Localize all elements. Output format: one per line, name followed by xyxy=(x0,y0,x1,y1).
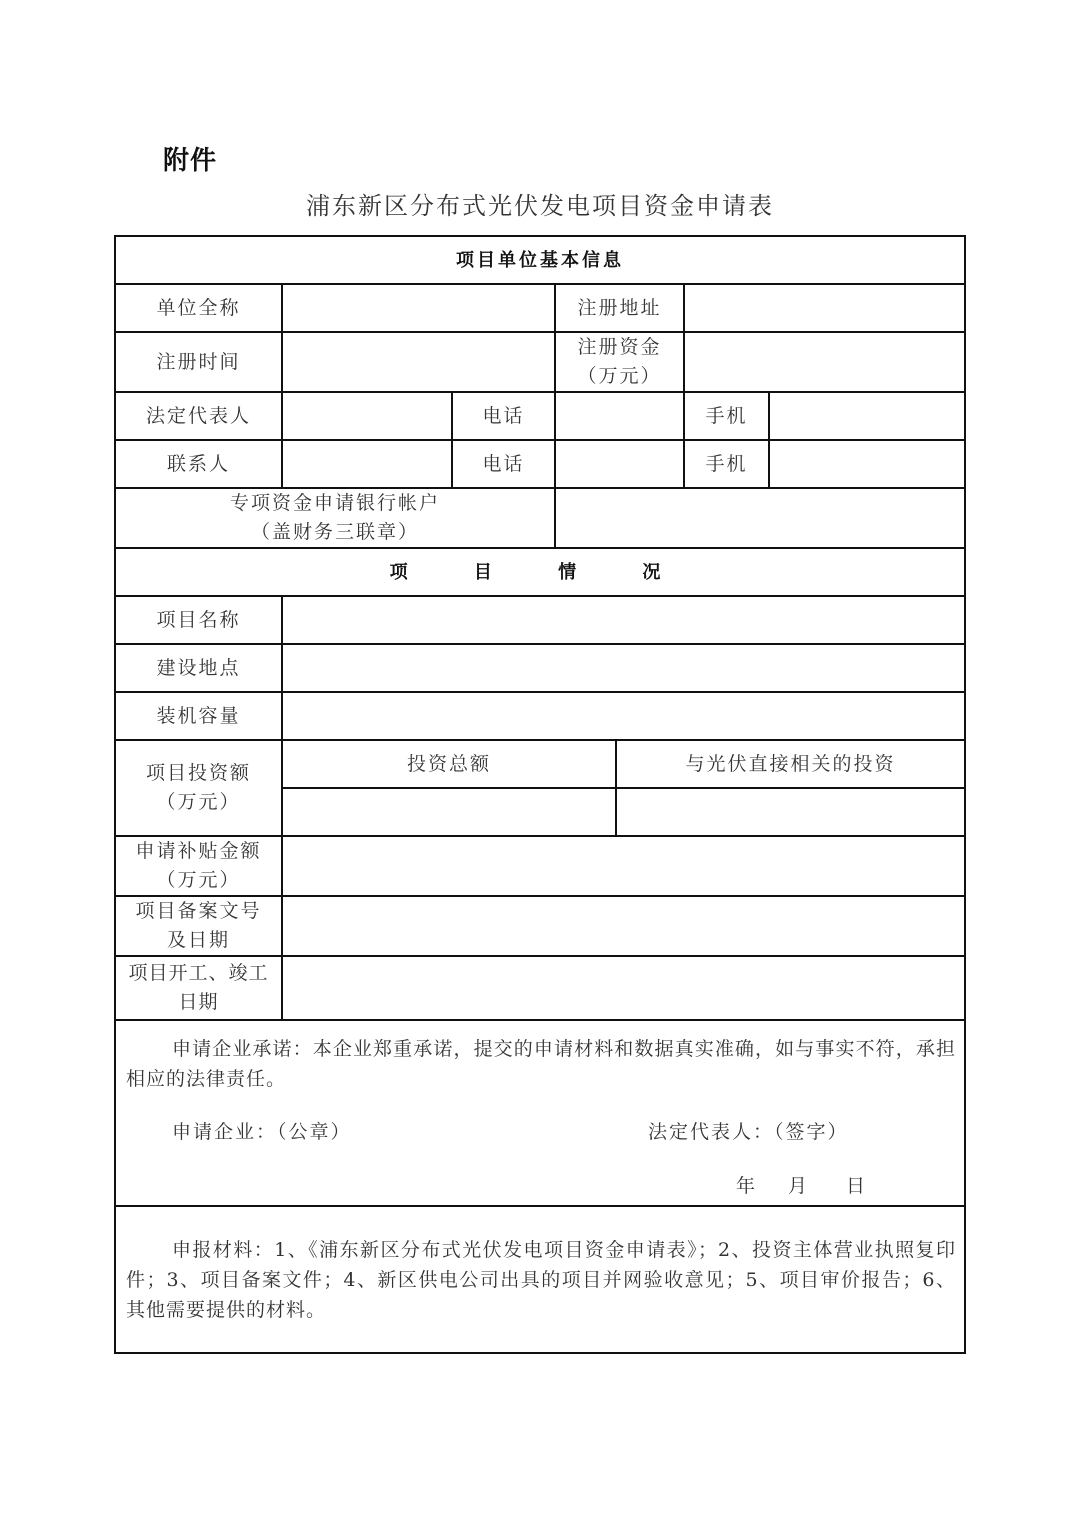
filing-field[interactable] xyxy=(283,897,964,955)
label-total-investment: 投资总额 xyxy=(406,752,491,775)
subsidy-field[interactable] xyxy=(283,837,964,895)
label-unit-name: 单位全称 xyxy=(156,296,241,319)
section-project-title: 项 目 情 况 xyxy=(389,561,691,583)
bank-account-field[interactable] xyxy=(556,489,964,547)
phone-2-field[interactable] xyxy=(556,441,683,487)
commitment-text: 申请企业承诺：本企业郑重承诺，提交的申请材料和数据真实准确，如与事实不符，承担相应的法律责任。 xyxy=(126,1038,956,1090)
reg-capital-field[interactable] xyxy=(685,333,964,391)
label-reg-time: 注册时间 xyxy=(156,350,241,373)
legal-rep-field[interactable] xyxy=(283,393,451,439)
label-filing-no: 项目备案文号 xyxy=(135,900,262,922)
label-pv-investment: 与光伏直接相关的投资 xyxy=(685,752,896,775)
label-subsidy xyxy=(116,837,281,895)
phone-1-field[interactable] xyxy=(556,393,683,439)
label-filing-date: 及日期 xyxy=(166,929,230,951)
label-reg-capital-unit: （万元） xyxy=(577,365,662,387)
date-year: 年 xyxy=(736,1175,758,1197)
label-location: 建设地点 xyxy=(156,656,241,679)
label-bank-account-note: （盖财务三联章） xyxy=(250,521,419,543)
label-reg-capital xyxy=(556,333,683,391)
pv-investment-field[interactable] xyxy=(617,789,964,835)
label-mobile-1: 手机 xyxy=(705,404,748,427)
contact-field[interactable] xyxy=(283,441,451,487)
label-subsidy-unit: （万元） xyxy=(156,869,241,891)
reg-time-field[interactable] xyxy=(283,333,554,391)
materials-text: 申报材料：1、《浦东新区分布式光伏发电项目资金申请表》；2、投资主体营业执照复印件；3、项目备案文件；4、新区供电公司出具的项目并网验收意见；5、项目审价报告；6、其他需要提供的材料。 xyxy=(126,1239,956,1321)
label-capacity: 装机容量 xyxy=(156,704,241,727)
application-form-table xyxy=(114,235,966,1354)
label-mobile-2: 手机 xyxy=(705,452,748,475)
reg-address-field[interactable] xyxy=(685,285,964,331)
label-phone-1: 电话 xyxy=(482,404,525,427)
label-bank-account-text: 专项资金申请银行帐户 xyxy=(229,492,440,514)
legal-rep-sign-label: 法定代表人：（签字） xyxy=(648,1121,849,1143)
form-title: 浦东新区分布式光伏发电项目资金申请表 xyxy=(306,192,774,220)
label-investment-unit: （万元） xyxy=(156,791,241,813)
rule xyxy=(116,1205,964,1207)
label-start-end xyxy=(116,957,281,1019)
label-reg-capital-text: 注册资金 xyxy=(577,336,662,358)
label-subsidy-text: 申请补贴金额 xyxy=(135,840,262,862)
unit-name-field[interactable] xyxy=(283,285,554,331)
label-reg-address: 注册地址 xyxy=(577,296,662,319)
date-day: 日 xyxy=(846,1175,868,1197)
label-filing xyxy=(116,897,281,955)
label-investment-text: 项目投资额 xyxy=(145,762,251,784)
label-project-name: 项目名称 xyxy=(156,608,241,631)
section-basic-info-title: 项目单位基本信息 xyxy=(456,249,624,271)
project-name-field[interactable] xyxy=(283,597,964,643)
total-investment-field[interactable] xyxy=(283,789,615,835)
location-field[interactable] xyxy=(283,645,964,691)
date-month: 月 xyxy=(788,1175,810,1197)
label-bank-account xyxy=(116,489,554,547)
mobile-1-field[interactable] xyxy=(770,393,964,439)
mobile-2-field[interactable] xyxy=(770,441,964,487)
label-phone-2: 电话 xyxy=(482,452,525,475)
label-contact: 联系人 xyxy=(166,452,230,475)
label-legal-rep: 法定代表人 xyxy=(145,404,251,427)
label-start-end-text: 项目开工、竣工 xyxy=(128,962,269,984)
label-start-end-date: 日期 xyxy=(178,991,219,1013)
applicant-seal-label: 申请企业：（公章） xyxy=(172,1121,352,1143)
start-end-field[interactable] xyxy=(283,957,964,1019)
attachment-label: 附件 xyxy=(163,146,218,176)
rule xyxy=(116,1019,964,1021)
capacity-field[interactable] xyxy=(283,693,964,739)
label-investment xyxy=(116,741,281,835)
